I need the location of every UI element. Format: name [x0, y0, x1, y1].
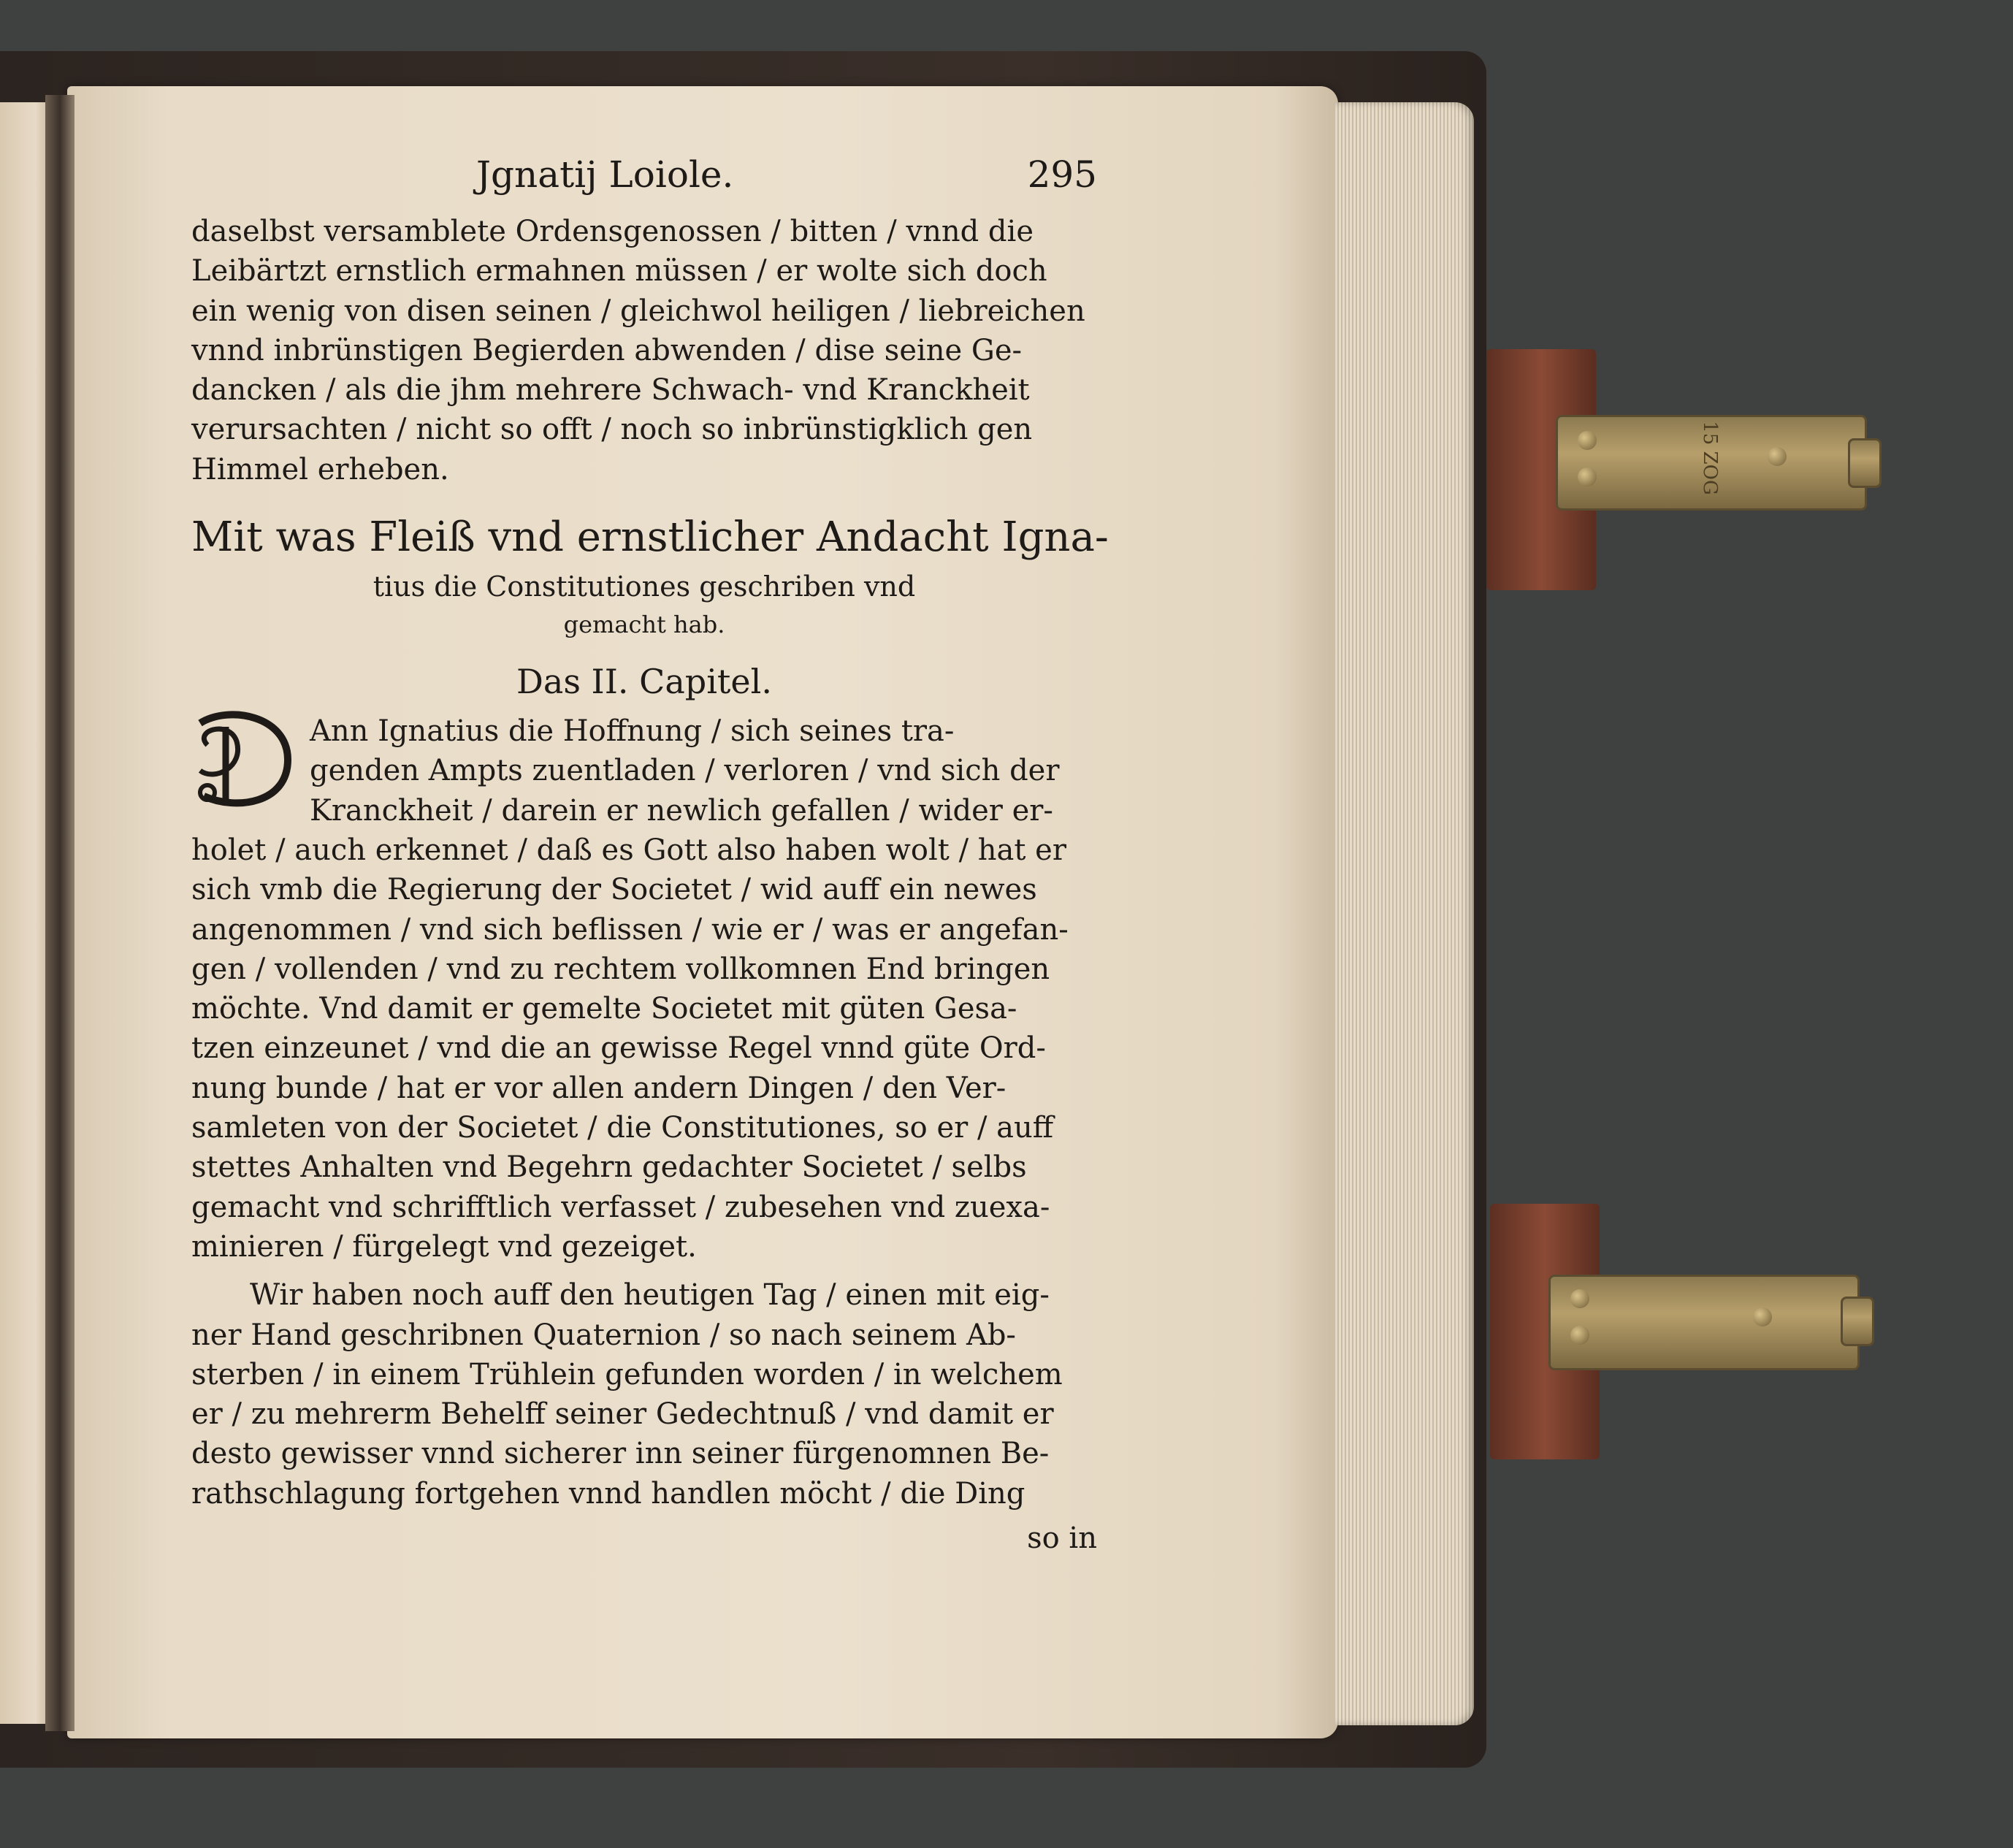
text-line: tzen einzeunet / vnd die an gewisse Regel vnnd güte Ord- — [191, 1031, 1046, 1066]
text-line: verursachten / nicht so offt / noch so inbrünstigklich gen — [191, 413, 1033, 447]
text-line: samleten von der Societet / die Constitutiones, so er / auff — [191, 1111, 1054, 1145]
top-paragraph — [191, 212, 1097, 489]
rivet-icon — [1578, 467, 1597, 486]
text-line: desto gewisser vnnd sicherer inn seiner fürgenomnen Be- — [191, 1437, 1050, 1471]
section-heading-line-2: tius die Constitutiones geschriben vnd — [373, 570, 916, 603]
page-edges — [1335, 102, 1474, 1725]
text-line: gemacht vnd schrifftlich verfasset / zubesehen vnd zuexa- — [191, 1190, 1050, 1224]
lower-clasp-hook — [1841, 1297, 1874, 1346]
text-line: Ann Ignatius die Hoffnung / sich seines tra- — [310, 714, 955, 749]
rivet-icon — [1570, 1289, 1589, 1308]
text-line: daselbst versamblete Ordensgenossen / bitten / vnnd die — [191, 215, 1034, 248]
chapter-title: Das II. Capitel. — [516, 662, 772, 702]
page-header — [191, 146, 1097, 212]
book-gutter — [45, 95, 75, 1731]
clasp-stamp: 15 ZOG — [1698, 421, 1721, 495]
text-line: Himmel erheben. — [191, 452, 449, 486]
section-heading: Mit was Fleiß vnd ernstlicher Andacht Igna- — [191, 513, 1109, 562]
rivet-icon — [1753, 1307, 1772, 1326]
page-text — [191, 146, 1109, 1560]
rivet-icon — [1768, 447, 1787, 466]
text-line: genden Ampts zuentladen / verloren / vnd sich der — [310, 754, 1060, 788]
upper-clasp-hook — [1848, 438, 1882, 488]
text-line: holet / auch erkennet / daß es Gott also haben wolt / hat er — [191, 833, 1066, 867]
section-heading-line-3: gemacht hab. — [563, 611, 725, 639]
text-line: Kranckheit / darein er newlich gefallen / wider er- — [310, 793, 1053, 828]
text-line: ner Hand geschribnen Quaternion / so nach seinem Ab- — [191, 1318, 1016, 1352]
rivet-icon — [1570, 1326, 1589, 1345]
page-number: 295 — [1027, 153, 1097, 196]
text-line: sterben / in einem Trühlein gefunden worden / in welchem — [191, 1357, 1063, 1391]
text-line: stettes Anhalten vnd Begehrn gedachter Societet / selbs — [191, 1150, 1027, 1185]
text-line: möchte. Vnd damit er gemelte Societet mit güten Gesa- — [191, 992, 1017, 1026]
text-line: Wir haben noch auff den heutigen Tag / einen mit eig- — [250, 1278, 1050, 1313]
catchword: so in — [1027, 1521, 1097, 1556]
text-line: Leibärtzt ernstlich ermahnen müssen / er wolte sich doch — [191, 254, 1047, 289]
text-line: dancken / als die jhm mehrere Schwach- vnd Kranckheit — [191, 373, 1030, 408]
text-line: nung bunde / hat er vor allen andern Dingen / den Ver- — [191, 1071, 1006, 1105]
text-line: rathschlagung fortgehen vnnd handlen möcht / die Ding — [191, 1476, 1025, 1511]
lower-clasp-plate — [1548, 1275, 1860, 1370]
text-line: gen / vollenden / vnd zu rechtem vollkomnen End bringen — [191, 952, 1050, 986]
text-line: vnnd inbrünstigen Begierden abwenden / dise seine Ge- — [191, 333, 1023, 367]
text-line: sich vmb die Regierung der Societet / wid auff ein newes — [191, 873, 1037, 907]
text-line: minieren / fürgelegt vnd gezeiget. — [191, 1229, 697, 1264]
text-line: ein wenig von disen seinen / gleichwol heiligen / liebreichen — [191, 294, 1085, 328]
second-paragraph — [191, 1275, 1097, 1513]
text-line: angenommen / vnd sich beflissen / wie er / was er angefan- — [191, 912, 1069, 947]
rivet-icon — [1578, 431, 1597, 450]
text-line: er / zu mehrerm Behelff seiner Gedechtnuß / vnd damit er — [191, 1397, 1054, 1432]
running-head: Jgnatij Loiole. — [476, 153, 734, 196]
drop-cap-ornament — [186, 701, 302, 818]
chapter-paragraph — [191, 711, 1097, 1267]
